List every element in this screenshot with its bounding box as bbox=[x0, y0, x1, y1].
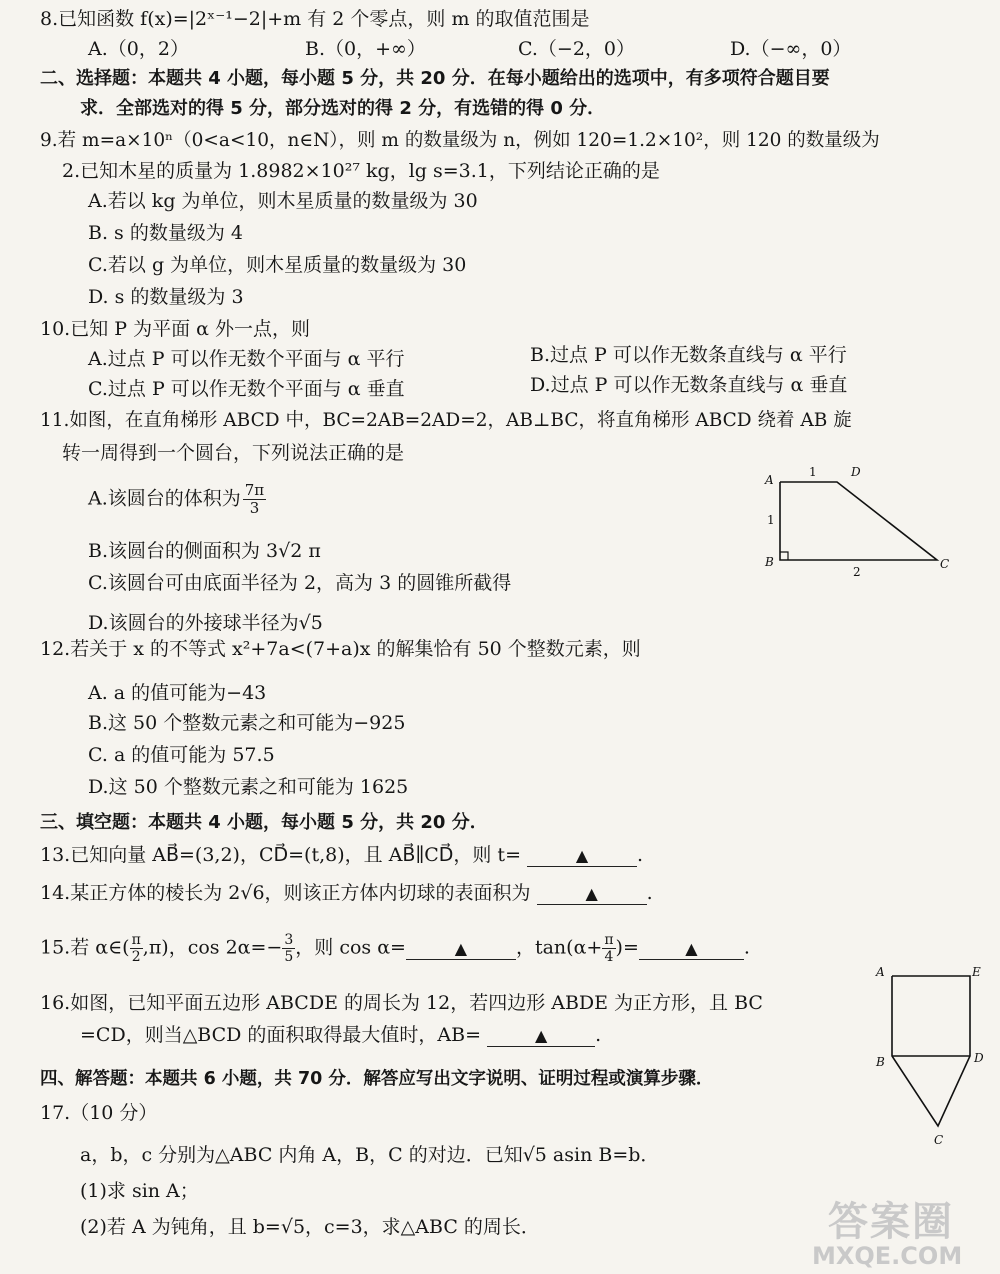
q12-option-c: C. a 的值可能为 57.5 bbox=[88, 744, 275, 766]
q15-frac1-den: 2 bbox=[131, 949, 141, 965]
q11-option-b: B.该圆台的侧面积为 3√2 π bbox=[88, 540, 321, 562]
q15-frac2-num: 3 bbox=[284, 932, 294, 948]
watermark-logo: 答案圈 bbox=[828, 1199, 954, 1245]
q11-option-a-denominator: 3 bbox=[249, 499, 260, 517]
q14-answer-blank[interactable] bbox=[537, 883, 647, 905]
q8-stem: 8.已知函数 f(x)=|2ˣ⁻¹−2|+m 有 2 个零点，则 m 的取值范围是 bbox=[40, 8, 590, 30]
q10-option-a: A.过点 P 可以作无数个平面与 α 平行 bbox=[88, 348, 405, 370]
q14 bbox=[40, 880, 653, 906]
q9-option-b: B. s 的数量级为 4 bbox=[88, 222, 243, 244]
fig2-label-b: B bbox=[876, 1055, 885, 1069]
blank-marker-icon: ▲ bbox=[454, 938, 468, 958]
fig2-label-a: A bbox=[876, 965, 885, 979]
q10-option-b: B.过点 P 可以作无数条直线与 α 平行 bbox=[530, 344, 847, 366]
q14-text: 14.某正方体的棱长为 2√6，则该正方体内切球的表面积为 bbox=[40, 882, 531, 904]
q10-stem: 10.已知 P 为平面 α 外一点，则 bbox=[40, 318, 310, 340]
q11-option-a bbox=[88, 482, 266, 517]
q15-text-mid2: ，则 cos α= bbox=[295, 936, 406, 959]
pentagon-figure bbox=[868, 962, 994, 1148]
q16-line2 bbox=[80, 1022, 601, 1048]
q10-option-c: C.过点 P 可以作无数个平面与 α 垂直 bbox=[88, 378, 405, 400]
q15-frac1-num: π bbox=[131, 932, 141, 948]
section2-heading-cont: 求．全部选对的得 5 分，部分选对的得 2 分，有选错的得 0 分． bbox=[80, 98, 606, 119]
q12-option-b: B.这 50 个整数元素之和可能为−925 bbox=[88, 712, 406, 734]
fig1-label-a: A bbox=[765, 473, 774, 487]
q15-text-mid: ,π)，cos 2α=− bbox=[142, 936, 283, 959]
q9-stem2: 2.已知木星的质量为 1.8982×10²⁷ kg，lg s=3.1，下列结论正确的是 bbox=[62, 160, 660, 182]
q8-option-d: D.（−∞，0） bbox=[730, 38, 852, 60]
section3-heading: 三、填空题：本题共 4 小题，每小题 5 分，共 20 分． bbox=[40, 812, 488, 833]
q13 bbox=[40, 842, 643, 868]
q11-option-a-text: A.该圆台的体积为 bbox=[88, 487, 241, 510]
q15-frac2-den: 5 bbox=[284, 949, 294, 965]
q10-option-d: D.过点 P 可以作无数条直线与 α 垂直 bbox=[530, 374, 848, 396]
fig1-label-d: D bbox=[851, 465, 861, 479]
fig1-label-bottom: 2 bbox=[853, 565, 861, 579]
q13-answer-blank[interactable] bbox=[527, 845, 637, 867]
fig1-label-c: C bbox=[940, 557, 950, 571]
q9-option-c: C.若以 g 为单位，则木星质量的数量级为 30 bbox=[88, 254, 467, 276]
q11-stem2: 转一周得到一个圆台，下列说法正确的是 bbox=[62, 442, 405, 464]
q9-option-a: A.若以 kg 为单位，则木星质量的数量级为 30 bbox=[88, 190, 478, 212]
q13-text: 13.已知向量 AB⃗=(3,2)，CD⃗=(t,8)，且 AB⃗∥CD⃗，则 t= bbox=[40, 844, 521, 866]
section4-heading: 四、解答题：本题共 6 小题，共 70 分．解答应写出文字说明、证明过程或演算步骤． bbox=[40, 1069, 714, 1089]
q8-option-c: C.（−2，0） bbox=[518, 38, 635, 60]
blank-marker-icon: ▲ bbox=[685, 938, 698, 958]
q16-answer-blank[interactable] bbox=[487, 1025, 595, 1047]
q17-part2: (2)若 A 为钝角，且 b=√5，c=3，求△ABC 的周长． bbox=[80, 1216, 540, 1238]
q14-period: . bbox=[646, 882, 653, 904]
fig1-label-left: 1 bbox=[767, 513, 775, 527]
fig1-label-b: B bbox=[765, 555, 774, 569]
q12-option-d: D.这 50 个整数元素之和可能为 1625 bbox=[88, 776, 409, 798]
q9-option-d: D. s 的数量级为 3 bbox=[88, 286, 244, 308]
watermark-url: MXQE.COM bbox=[812, 1242, 963, 1270]
q15-frac3-den: 4 bbox=[604, 949, 614, 965]
blank-marker-icon: ▲ bbox=[585, 884, 598, 903]
q12-option-a: A. a 的值可能为−43 bbox=[88, 682, 267, 704]
q17-part1: (1)求 sin A； bbox=[80, 1180, 199, 1202]
q17-head: 17.（10 分） bbox=[40, 1102, 158, 1124]
q16-line1: 16.如图，已知平面五边形 ABCDE 的周长为 12，若四边形 ABDE 为正方形，且 BC bbox=[40, 992, 763, 1014]
fig1-label-top: 1 bbox=[809, 465, 817, 479]
q15-period: . bbox=[743, 936, 750, 959]
q9-stem: 9.若 m=a×10ⁿ（0<a<10，n∈N），则 m 的数量级为 n，例如 120=1.2×10²，则 120 的数量级为 bbox=[40, 130, 880, 151]
blank-marker-icon: ▲ bbox=[534, 1026, 548, 1045]
q16-text: =CD，则当△BCD 的面积取得最大值时，AB= bbox=[80, 1024, 482, 1046]
q15-answer-blank-2[interactable] bbox=[639, 938, 744, 960]
q12-stem: 12.若关于 x 的不等式 x²+7a<(7+a)x 的解集恰有 50 个整数元素，则 bbox=[40, 638, 641, 660]
q15 bbox=[40, 932, 750, 965]
q15-text-pre: 15.若 α∈( bbox=[40, 936, 130, 959]
q11-option-a-numerator: 7π bbox=[244, 481, 265, 499]
q8-option-b: B.（0，+∞） bbox=[305, 38, 426, 60]
fig2-label-d: D bbox=[974, 1051, 984, 1065]
q15-frac3-num: π bbox=[604, 932, 614, 948]
q13-period: . bbox=[637, 844, 644, 866]
blank-marker-icon: ▲ bbox=[575, 846, 589, 865]
trapezoid-figure bbox=[755, 460, 965, 580]
q11-option-c: C.该圆台可由底面半径为 2，高为 3 的圆锥所截得 bbox=[88, 572, 512, 594]
q15-text-mid3: ，tan(α+ bbox=[515, 936, 603, 959]
q11-stem: 11.如图，在直角梯形 ABCD 中，BC=2AB=2AD=2，AB⊥BC，将直角梯形 ABCD 绕着 AB 旋 bbox=[40, 410, 852, 431]
q15-text-mid4: )= bbox=[615, 936, 639, 959]
q8-option-a: A.（0，2） bbox=[88, 38, 189, 60]
q15-answer-blank-1[interactable] bbox=[406, 938, 516, 960]
q17-given: a，b，c 分别为△ABC 内角 A，B，C 的对边．已知√5 asin B=b． bbox=[80, 1144, 660, 1166]
q16-period: . bbox=[595, 1024, 602, 1046]
fig2-label-c: C bbox=[934, 1133, 944, 1147]
section2-heading: 二、选择题：本题共 4 小题，每小题 5 分，共 20 分．在每小题给出的选项中，有多项符合题目要 bbox=[40, 68, 830, 89]
q11-option-d: D.该圆台的外接球半径为√5 bbox=[88, 612, 323, 634]
fig2-label-e: E bbox=[972, 965, 981, 979]
